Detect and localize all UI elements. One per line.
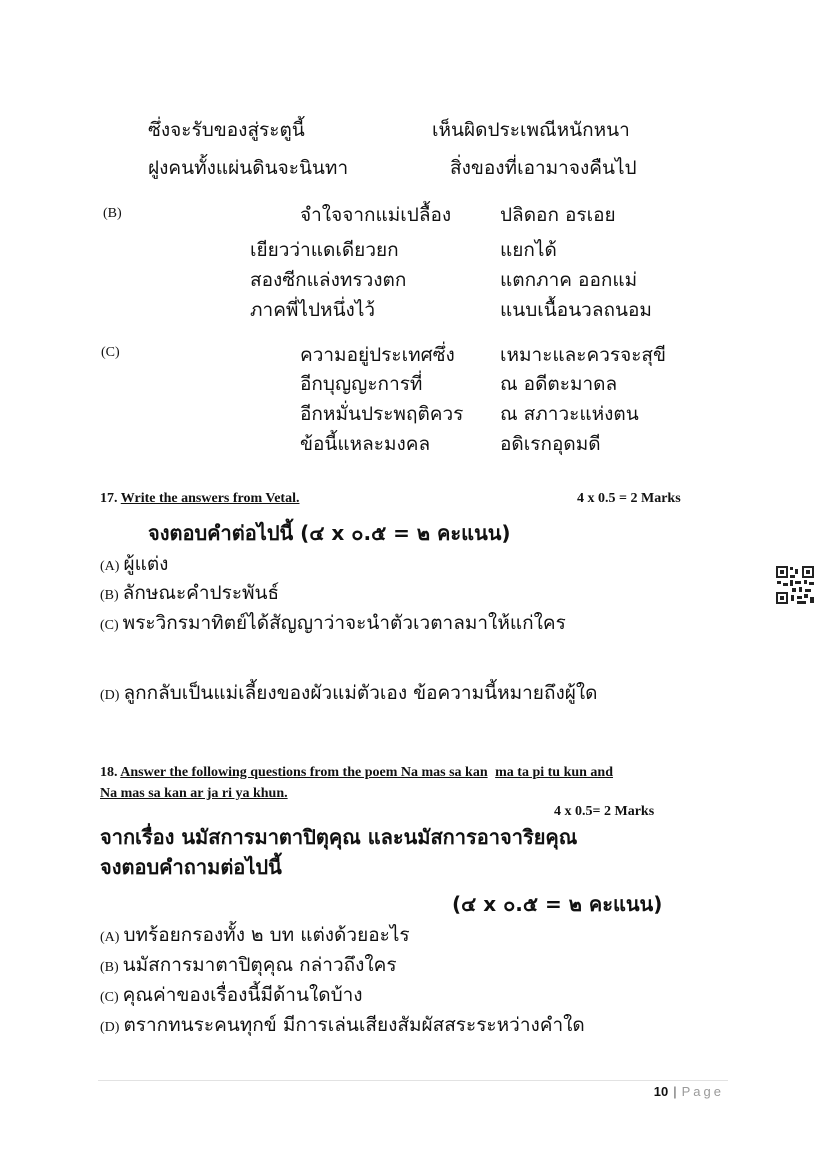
poem-c-line-4-left: ข้อนี้แหละมงคล [300,433,431,455]
poem-c-line-1-right: เหมาะและควรจะสุขี [500,344,667,366]
q17-option-c-letter: (C) [100,618,119,633]
poem-b-line-3-left: สองซีกแล่งทรวงตก [250,269,407,291]
q17-option-a-text: ผู้แต่ง [123,553,169,575]
q18-thai-title-2: จงตอบคำถามต่อไปนี้ [100,855,282,879]
poem-c-label: (C) [101,345,120,360]
q18-thai-title-1: จากเรื่อง นมัสการมาตาปิตุคุณ และนมัสการอาจาริยคุณ [100,825,578,849]
poem-c-line-3-right: ณ สภาวะแห่งตน [500,403,639,425]
q18-number: 18. [100,765,118,780]
q17-option-a-letter: (A) [100,559,120,574]
poem-a-line-2-left: ฝูงคนทั้งแผ่นดินจะนินทา [148,157,349,179]
q18-option-c-text: คุณค่าของเรื่องนี้มีด้านใดบ้าง [122,984,363,1006]
poem-b-line-4-right: แนบเนื้อนวลถนอม [500,299,652,321]
poem-c-line-3-left: อีกหมั่นประพฤติควร [300,403,464,425]
q18-option-c-letter: (C) [100,990,119,1005]
q17-option-c [100,608,566,638]
footer-divider [98,1080,728,1081]
poem-c-line-1-left: ความอยู่ประเทศซึ่ง [300,344,455,366]
q18-option-a [100,920,410,950]
page-number: 10 [653,1084,669,1099]
poem-a-line-1-right: เห็นผิดประเพณีหนักหนา [432,119,630,141]
q17-option-d-text: ลูกกลับเป็นแม่เลี้ยงของผัวแม่ตัวเอง ข้อความนี้หมายถึงผู้ใด [123,682,598,704]
poem-b-label: (B) [103,206,122,221]
poem-b-line-3-right: แตกภาค ออกแม่ [500,269,638,291]
q18-option-d [100,1010,585,1040]
q17-title: Write the answers from Vetal. [120,491,300,506]
q17-option-a [100,549,168,579]
q18-title-line-2: Na mas sa kan ar ja ri ya khun. [100,786,288,801]
q18-option-c [100,980,363,1010]
poem-b-line-2-right: แยกได้ [500,239,557,261]
q17-thai-title: จงตอบคำต่อไปนี้ (๔ x ๐.๕ = ๒ คะแนน) [148,521,511,545]
q17-option-d [100,678,597,708]
page-footer [654,1084,724,1099]
poem-b-line-4-left: ภาคพี่ไปหนึ่งไว้ [250,299,376,321]
q17-option-d-letter: (D) [100,688,120,703]
q18-marks: 4 x 0.5= 2 Marks [554,804,655,819]
page-label: Page [681,1084,724,1099]
q18-title-line-1b: ma ta pi tu kun and [495,765,614,780]
q18-thai-marks: (๔ x ๐.๕ = ๒ คะแนน) [452,892,663,916]
q17-number: 17. [100,491,118,506]
poem-c-line-2-right: ณ อดีตะมาดล [500,373,618,395]
poem-b-line-1-left: จำใจจากแม่เปลื้อง [300,204,452,226]
poem-b-line-1-right: ปลิดอก อรเอย [500,204,616,226]
q18-title-line-1a: Answer the following questions from the poem Na mas sa kan [120,765,488,780]
q18-option-b-text: นมัสการมาตาปิตุคุณ กล่าวถึงใคร [122,954,397,976]
q18-heading-line-1 [100,765,613,781]
q17-option-c-text: พระวิกรมาทิตย์ได้สัญญาว่าจะนำตัวเวตาลมาให้แก่ใคร [122,612,566,634]
poem-c-line-2-left: อีกบุญญะการที่ [300,373,423,395]
q18-option-a-letter: (A) [100,930,120,945]
q18-option-d-letter: (D) [100,1020,120,1035]
q17-option-b-text: ลักษณะคำประพันธ์ [122,582,280,604]
footer-separator: | [673,1084,677,1099]
poem-a-line-2-right: สิ่งของที่เอามาจงคืนไป [450,157,637,179]
q17-option-b [100,578,279,608]
q18-option-d-text: ตรากทนระคนทุกข์ มีการเล่นเสียงสัมผัสสระระหว่างคำใด [123,1014,585,1036]
q18-option-b [100,950,397,980]
poem-c-line-4-right: อดิเรกอุดมดี [500,433,601,455]
poem-b-line-2-left: เยียวว่าแดเดียวยก [250,239,399,261]
q17-heading [100,491,299,507]
qr-code-icon [775,565,815,605]
q17-marks: 4 x 0.5 = 2 Marks [577,491,681,506]
q18-option-a-text: บทร้อยกรองทั้ง ๒ บท แต่งด้วยอะไร [123,924,410,946]
poem-a-line-1-left: ซึ่งจะรับของสู่ระตูนี้ [148,119,305,141]
q18-option-b-letter: (B) [100,960,119,975]
q17-option-b-letter: (B) [100,588,119,603]
